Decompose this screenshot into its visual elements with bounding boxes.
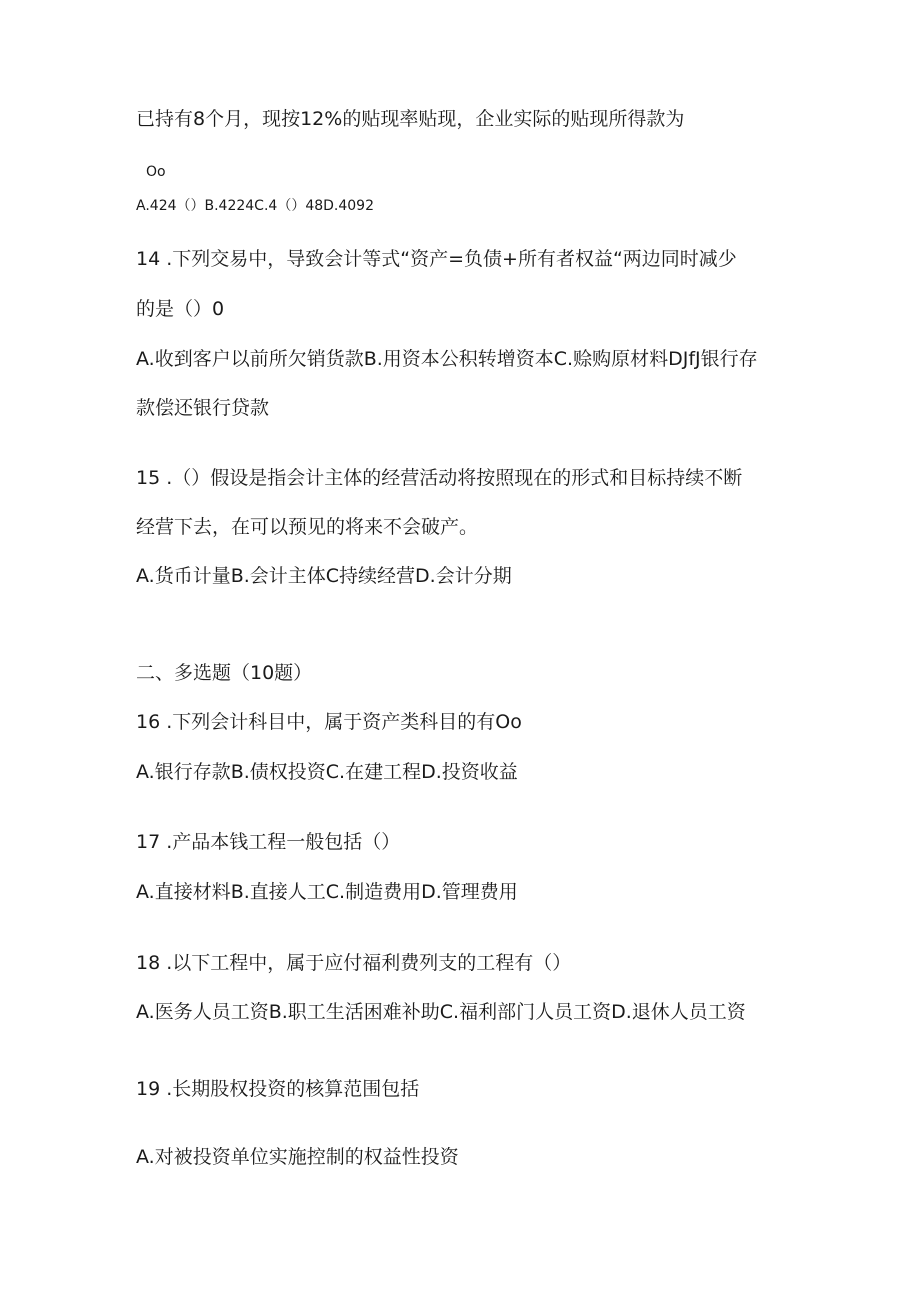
q13-options: A.424（）B.4224C.4（）48D.4092 xyxy=(136,198,374,214)
q19-stem: 19 .长期股权投资的核算范围包括 xyxy=(136,1078,420,1100)
section-heading-multiple-choice: 二、多选题（10题） xyxy=(136,662,313,684)
q16-options: A.银行存款B.债权投资C.在建工程D.投资收益 xyxy=(136,761,518,783)
q14-options-line-2: 款偿还银行贷款 xyxy=(136,397,270,419)
q15-stem-line-2: 经营下去，在可以预见的将来不会破产。 xyxy=(136,516,479,538)
q19-option-a: A.对被投资单位实施控制的权益性投资 xyxy=(136,1146,459,1168)
q13-stem-line: 已持有8个月，现按12%的贴现率贴现，企业实际的贴现所得款为 xyxy=(136,108,685,130)
q13-blank: Oo xyxy=(146,164,166,180)
q16-stem: 16 .下列会计科目中，属于资产类科目的有Oo xyxy=(136,711,522,733)
q17-options: A.直接材料B.直接人工C.制造费用D.管理费用 xyxy=(136,881,518,903)
q14-stem-line-2: 的是（）0 xyxy=(136,298,225,320)
q15-stem-line-1: 15 .（）假设是指会计主体的经营活动将按照现在的形式和目标持续不断 xyxy=(136,467,743,489)
q14-options-line-1: A.收到客户以前所欠销货款B.用资本公积转增资本C.赊购原材料DJfJ银行存 xyxy=(136,348,758,370)
q15-options: A.货币计量B.会计主体C持续经营D.会计分期 xyxy=(136,565,512,587)
q17-stem: 17 .产品本钱工程一般包括（） xyxy=(136,831,401,853)
q18-stem: 18 .以下工程中，属于应付福利费列支的工程有（） xyxy=(136,952,572,974)
q18-options: A.医务人员工资B.职工生活困难补助C.福利部门人员工资D.退休人员工资 xyxy=(136,1001,746,1023)
q14-stem-line-1: 14 .下列交易中，导致会计等式“资产=负债+所有者权益“两边同时减少 xyxy=(136,248,737,270)
